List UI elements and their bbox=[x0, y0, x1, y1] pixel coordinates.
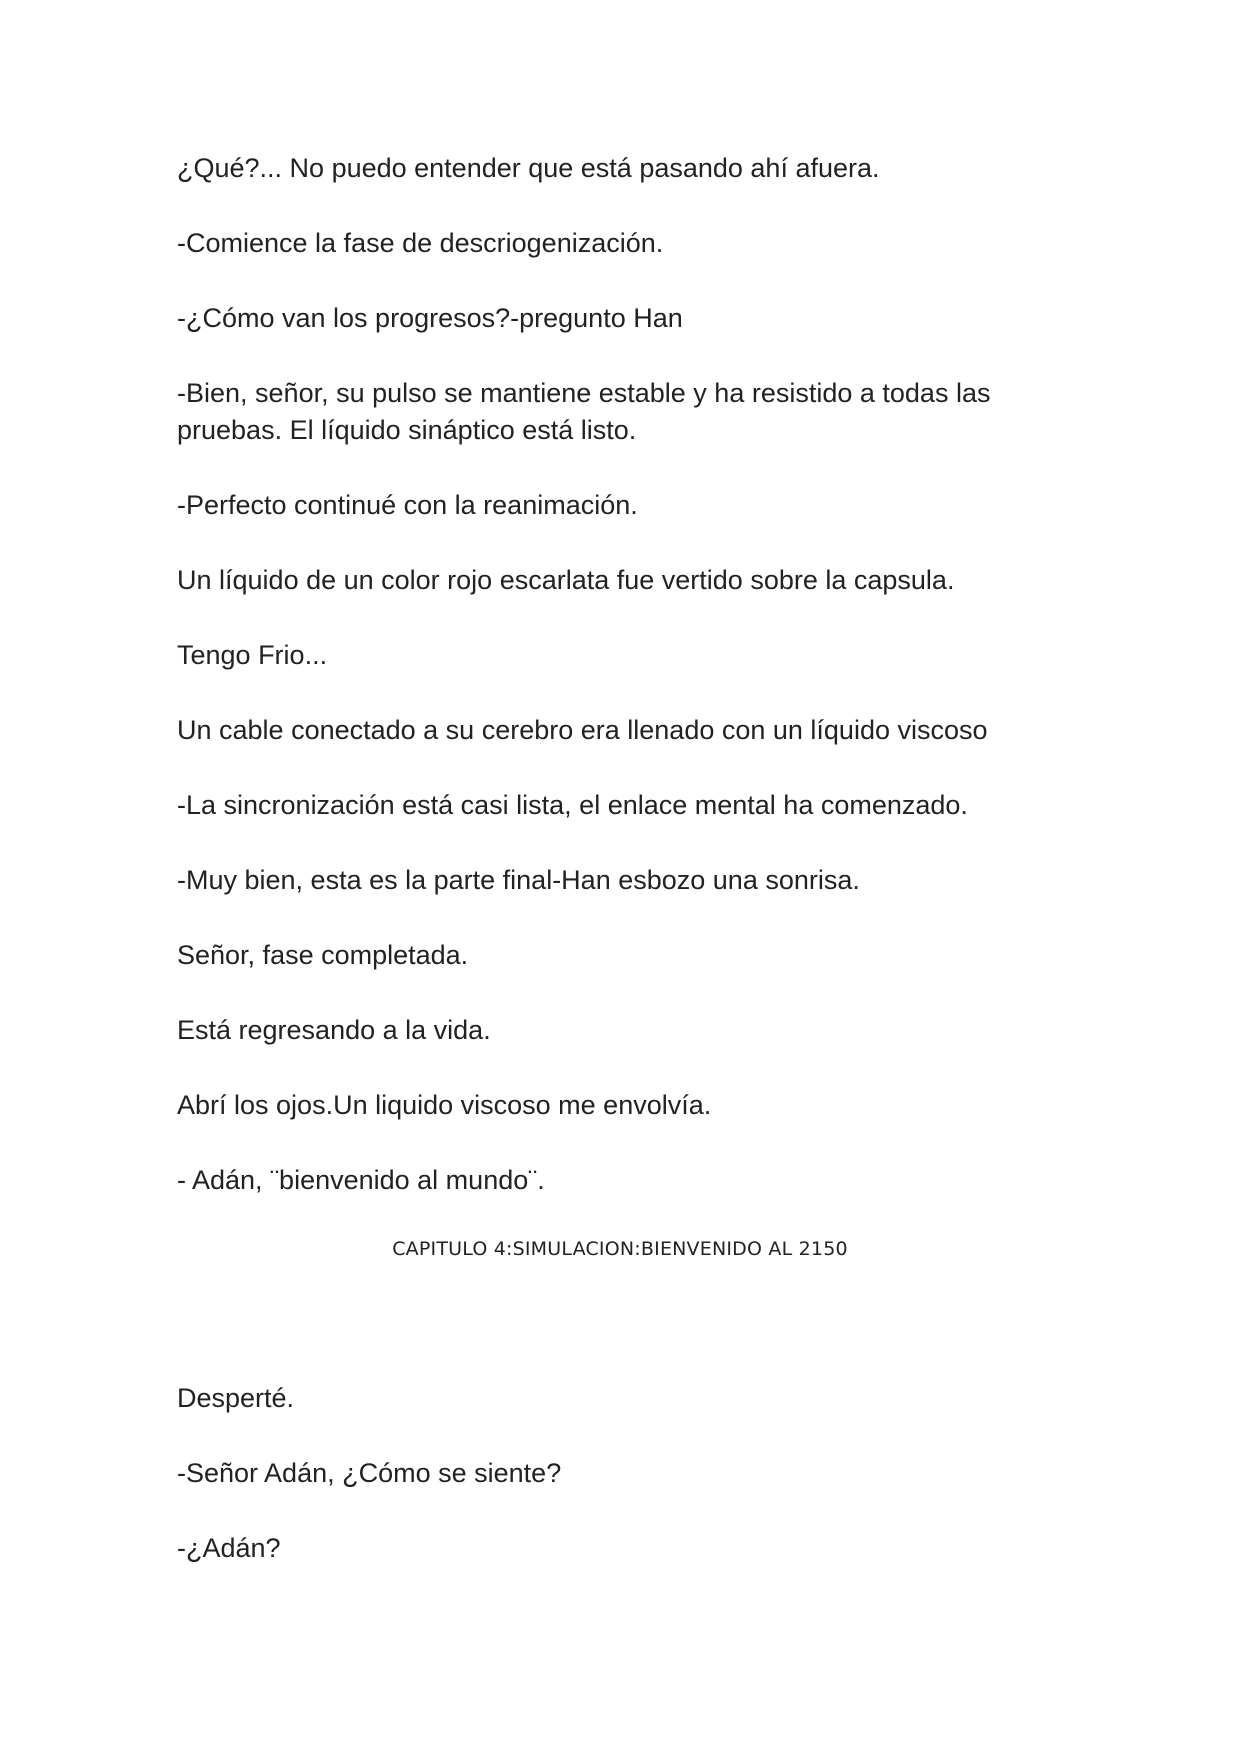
paragraph: Está regresando a la vida. bbox=[177, 1015, 491, 1045]
paragraph: -¿Cómo van los progresos?-pregunto Han bbox=[177, 303, 683, 333]
paragraph: ¿Qué?... No puedo entender que está pasando ahí afuera. bbox=[177, 153, 880, 183]
story-section-before-chapter bbox=[177, 150, 1077, 1237]
paragraph: -La sincronización está casi lista, el enlace mental ha comenzado. bbox=[177, 790, 968, 820]
paragraph: -¿Adán? bbox=[177, 1533, 281, 1563]
paragraph: -Muy bien, esta es la parte final-Han esbozo una sonrisa. bbox=[177, 865, 860, 895]
story-section-after-chapter bbox=[177, 1380, 1077, 1605]
paragraph: - Adán, ¨bienvenido al mundo¨. bbox=[177, 1165, 545, 1195]
paragraph: -Bien, señor, su pulso se mantiene estable y ha resistido a todas las pruebas. El líquido sináptico está listo. bbox=[177, 378, 991, 445]
paragraph: Tengo Frio... bbox=[177, 640, 328, 670]
chapter-heading: CAPITULO 4:SIMULACION:BIENVENIDO AL 2150 bbox=[392, 1238, 848, 1260]
paragraph: -Comience la fase de descriogenización. bbox=[177, 228, 664, 258]
paragraph: Un cable conectado a su cerebro era llenado con un líquido viscoso bbox=[177, 715, 988, 745]
paragraph: Abrí los ojos.Un liquido viscoso me envolvía. bbox=[177, 1090, 712, 1120]
paragraph: -Perfecto continué con la reanimación. bbox=[177, 490, 638, 520]
paragraph: Un líquido de un color rojo escarlata fue vertido sobre la capsula. bbox=[177, 565, 955, 595]
paragraph: Desperté. bbox=[177, 1383, 295, 1413]
paragraph: Señor, fase completada. bbox=[177, 940, 469, 970]
paragraph: -Señor Adán, ¿Cómo se siente? bbox=[177, 1458, 562, 1488]
